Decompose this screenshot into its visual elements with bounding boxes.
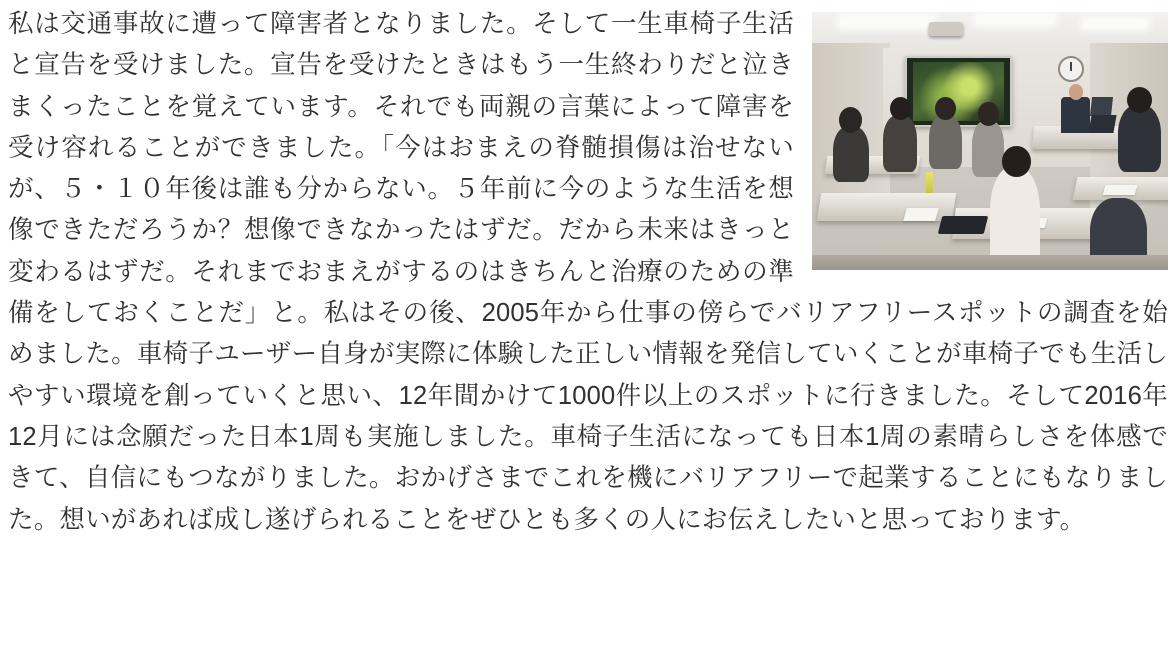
attendee-head (1002, 146, 1030, 177)
attendee (929, 115, 961, 169)
handout-paper (1102, 185, 1137, 195)
floor (812, 255, 1168, 270)
attendee-head (978, 102, 999, 125)
tablet-device (938, 216, 989, 234)
attendee-head (1127, 87, 1152, 113)
projector (929, 22, 963, 36)
ceiling-light (1082, 20, 1147, 28)
laptop-screen (1090, 97, 1113, 116)
ceiling-light (975, 15, 1055, 24)
presenter-body (1061, 97, 1089, 133)
attendee-head (935, 97, 956, 120)
handout-paper (903, 208, 939, 221)
attendee (1118, 105, 1161, 172)
attendee (883, 115, 917, 172)
photo-scene (812, 12, 1168, 270)
attendee (972, 120, 1004, 177)
laptop-base (1088, 115, 1116, 133)
drink-bottle (926, 172, 933, 194)
ceiling-light (839, 17, 934, 27)
seminar-photo (812, 12, 1168, 270)
presenter-head (1069, 84, 1083, 99)
body-paragraph: 私は交通事故に遭って障害者となりました。そして一生車椅子生活と宣告を受けました。宣告を受けたときはもう一生終わりだと泣きまくったことを覚えています。それでも両親の言葉によって障害を受け容れることができました。「今はおまえの脊髄損傷は治せないが、５・１０年後は誰も分からない。５年前に今のような生活を想像できただろうか？想像できなかったはずだ。だから未来はきっと変わるはずだ。それまでおまえがするのはきちんと治療のための準備をしておくことだ」と。私はその後、2005年から仕事の傍らでバリアフリースポットの調査を始めました。車椅子ユーザー自身が実際に体験した正しい情報を発信していくことが車椅子でも生活しやすい環境を創っていくと思い、12年間かけて1000件以上のスポットに行きました。そして2016年12月には念願だった日本1周も実施しました。車椅子生活になっても日本1周の素晴らしさを体感できて、自信にもつながりました。おかげさまでこれを機にバリアフリーで起業することにもなりました。想いがあれば成し遂げられることをぜひとも多くの人にお伝えしたいと思っております。 (8, 10, 1168, 534)
attendee (833, 126, 869, 183)
wall-clock-icon (1058, 56, 1084, 82)
